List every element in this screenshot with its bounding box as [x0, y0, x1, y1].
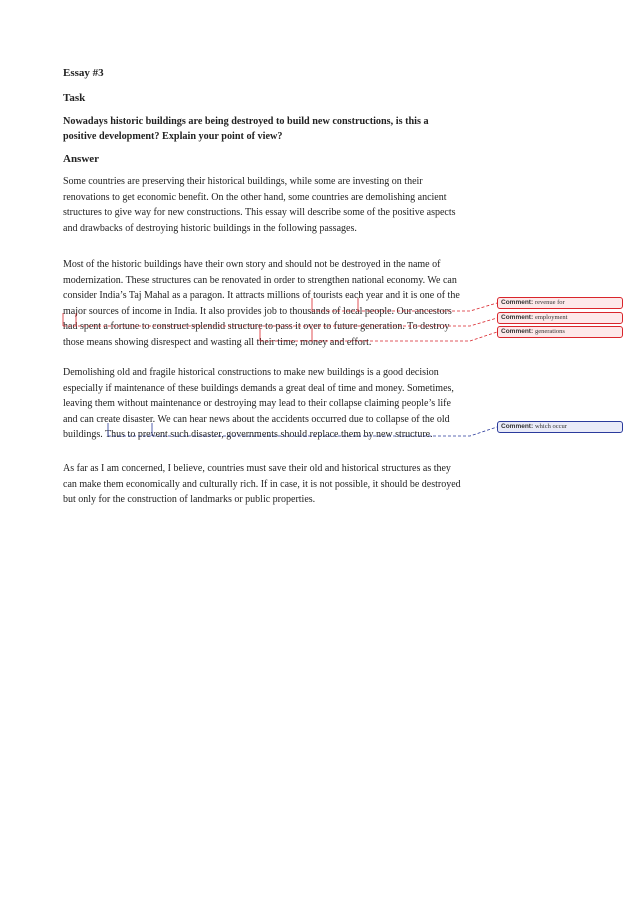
comment-label: Comment:	[501, 328, 534, 335]
comment-label: Comment:	[501, 423, 534, 430]
paragraph-introduction: Some countries are preserving their historical buildings, while some are investing on their renovations to get economic benefit. On the other hand, some countries are demolishing ancient structures to give way for new constructions. This essay will describe some of the positive aspects and drawbacks of destroying historic buildings in the following passages.	[63, 176, 456, 234]
comment-text: revenue for	[534, 299, 565, 306]
essay-title: Essay #3	[63, 67, 104, 79]
answer-heading: Answer	[63, 153, 100, 165]
comment-text: generations	[534, 328, 565, 335]
comment-text: which occur	[534, 423, 567, 430]
paragraph-preservation: Most of the historic buildings have their own story and should not be destroyed in the name of modernization. These structures can be renovated in order to strengthen national economy. We can consider India’s Taj Mahal as a paragon. It attracts millions of tourists each year and it is one of the major sources of income in India. It also provides job to thousands of local people. Our ancestors had spent a fortune to construct splendid structure to pass it over to future generation. To destroy those means showing disrespect and wasting all their time, money and effort.	[63, 259, 460, 348]
task-heading: Task	[63, 92, 86, 104]
paragraph-conclusion: As far as I am concerned, I believe, countries must save their old and historical structures as they can make them economically and culturally rich. If in case, it is not possible, it should be destroyed but only for the construction of landmarks or public properties.	[63, 463, 461, 506]
comment-balloon-2[interactable]	[497, 312, 623, 324]
comment-text: employment	[534, 314, 568, 321]
comment-balloon-4[interactable]	[497, 421, 623, 433]
comment-balloon-1[interactable]	[497, 297, 623, 309]
paragraph-demolition: Demolishing old and fragile historical constructions to make new buildings is a good decision especially if maintenance of these buildings demands a great deal of time and money. Sometimes, leaving them without maintenance or destroying may lead to their collapse claiming people’s life and can create disaster. We can hear news about the accidents occurred due to collapse of the old buildings. Thus to prevent such disaster, governments should replace them by new structure.	[63, 367, 454, 441]
task-question: Nowadays historic buildings are being destroyed to build new constructions, is this a positive development? Explain your point of view?	[63, 116, 429, 142]
comment-balloon-3[interactable]	[497, 326, 623, 338]
comment-label: Comment:	[501, 299, 534, 306]
comment-label: Comment:	[501, 314, 534, 321]
